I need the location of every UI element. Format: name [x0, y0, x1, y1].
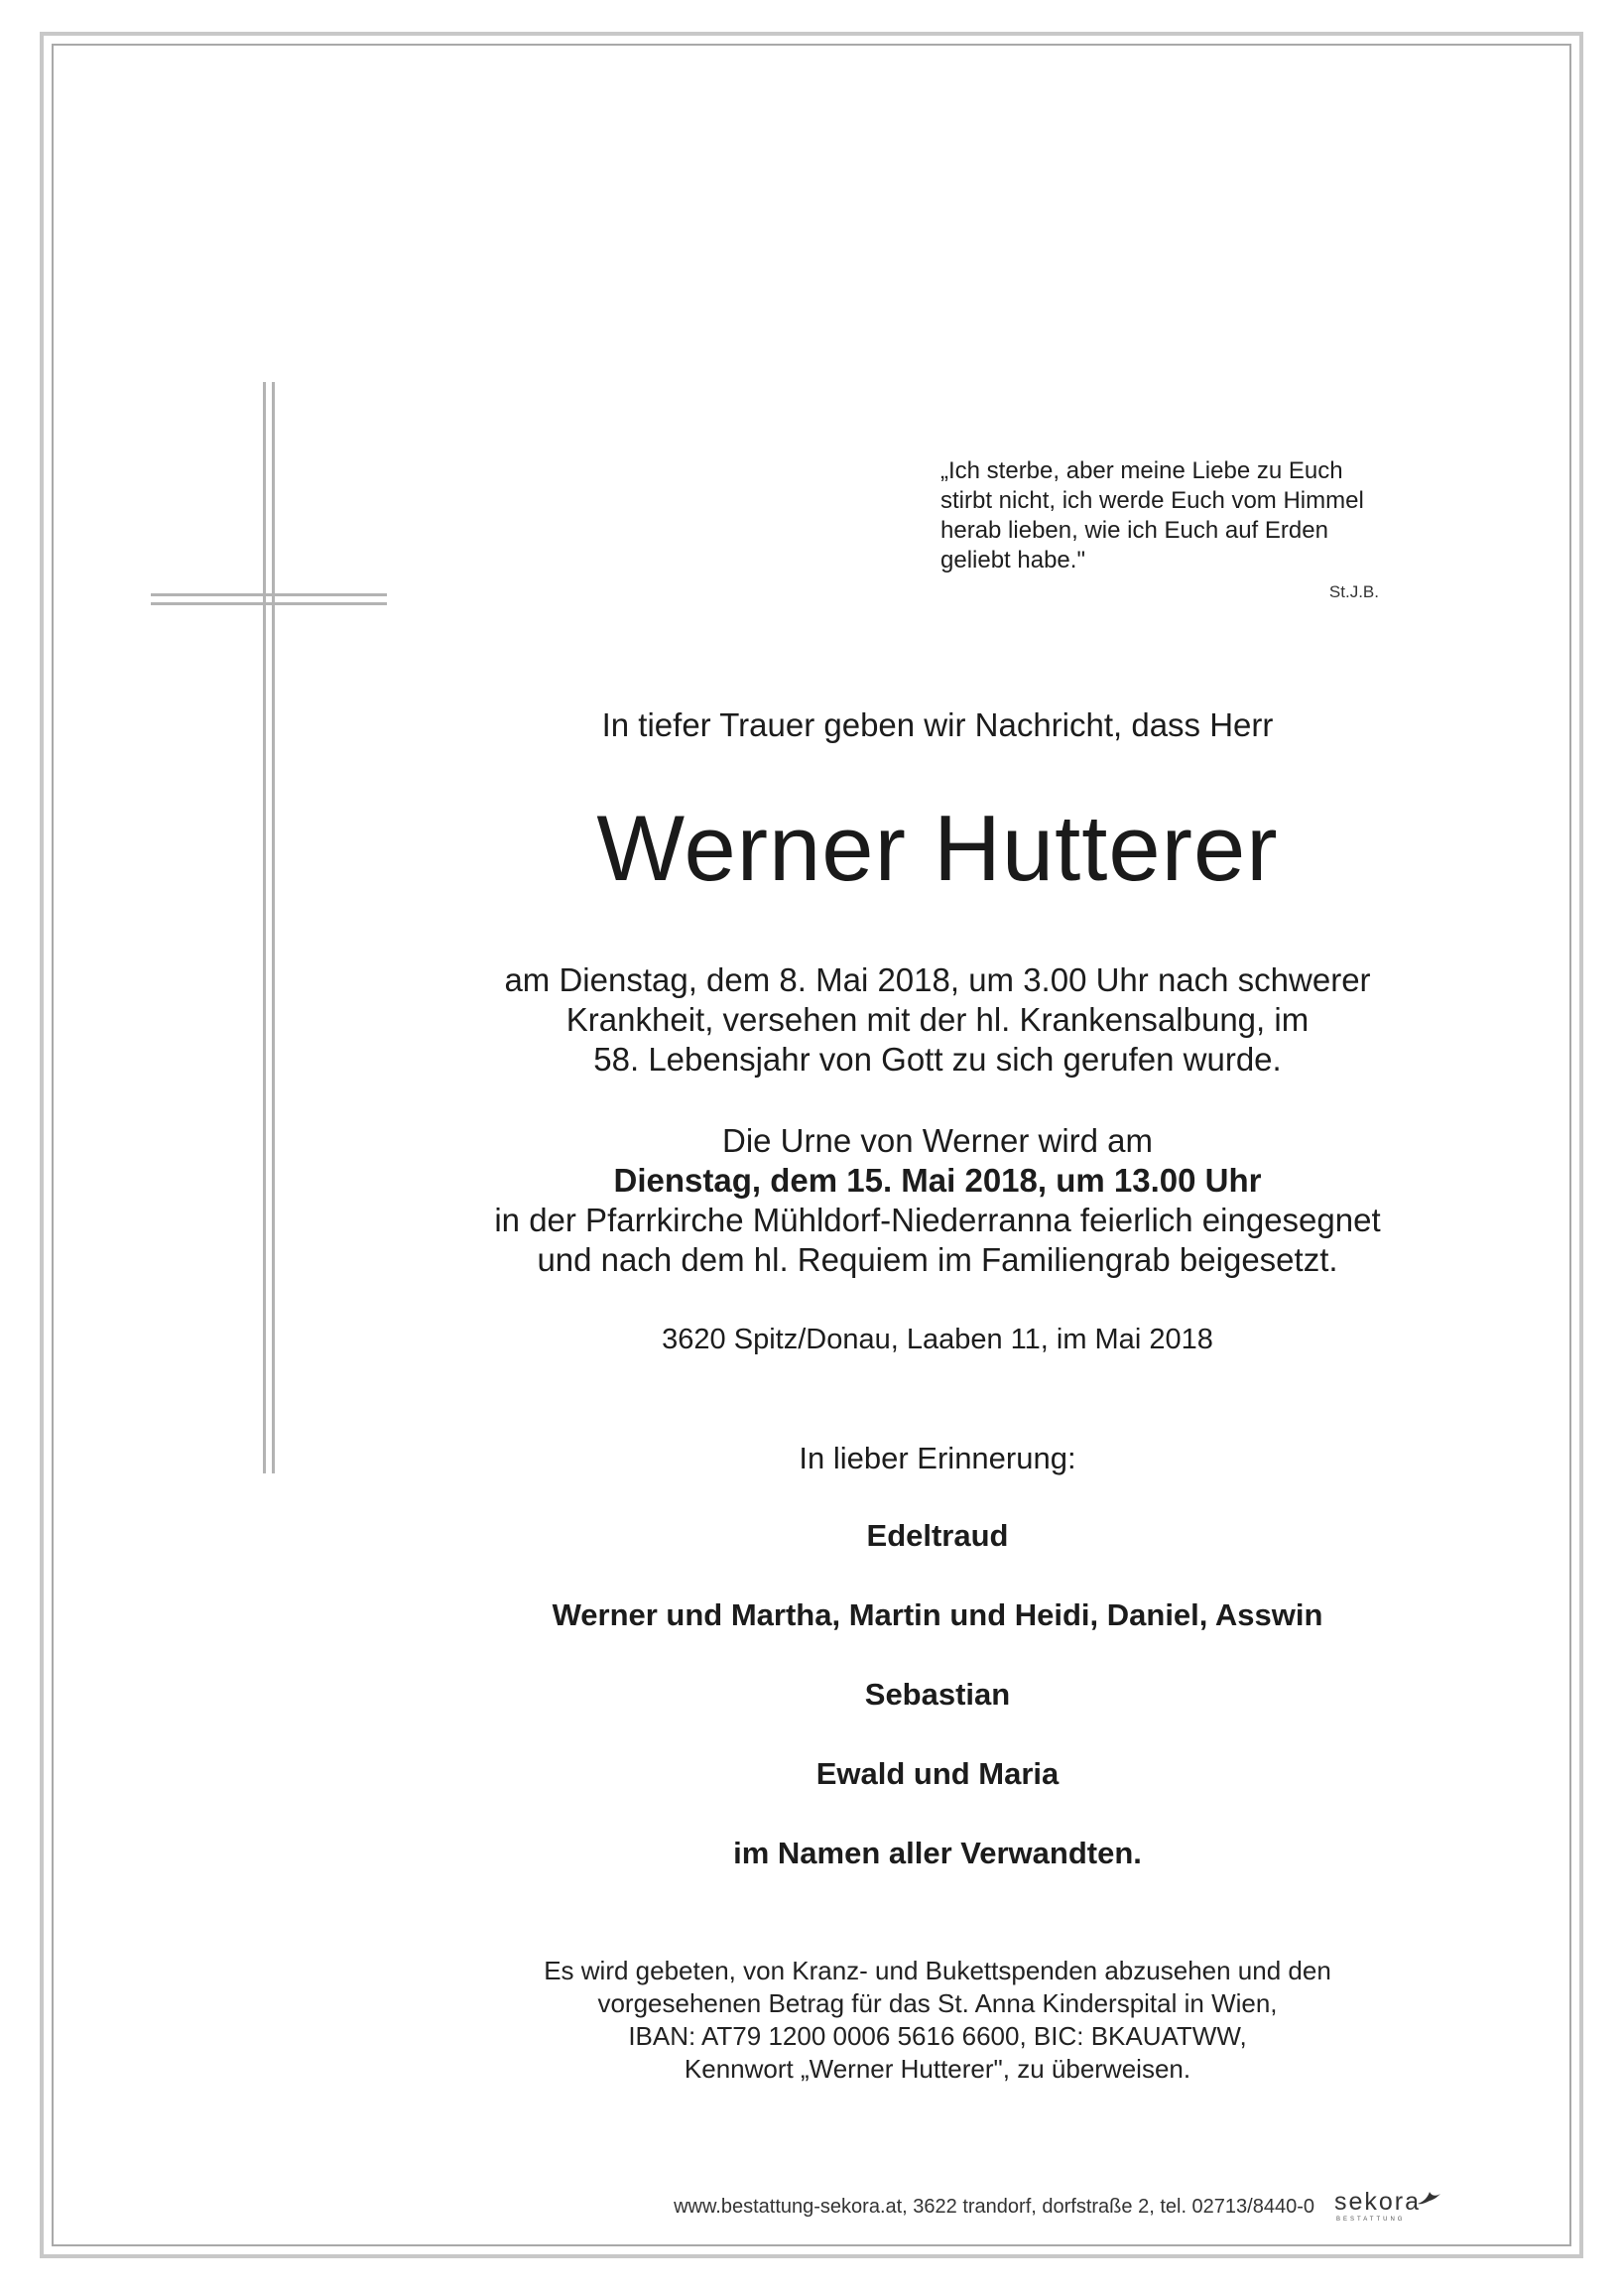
donation-line: Es wird gebeten, von Kranz- und Bukettspenden abzusehen und den: [544, 1956, 1331, 1985]
footer-contact: www.bestattung-sekora.at, 3622 trandorf, dorfstraße 2, tel. 02713/8440-0: [674, 2196, 1314, 2218]
funeral-date: Dienstag, dem 15. Mai 2018, um 13.00 Uhr: [613, 1162, 1262, 1199]
donation-request: [417, 1955, 1458, 2086]
quote-line: herab lieben, wie ich Euch auf Erden: [940, 517, 1328, 544]
cross-horizontal-bar: [151, 593, 387, 605]
logo-wordmark: sekora: [1334, 2188, 1422, 2216]
cross-vertical-bar: [263, 382, 275, 1473]
deceased-name: Werner Hutterer: [596, 796, 1279, 900]
family-entry: Ewald und Maria: [815, 1756, 1060, 1791]
death-details: [417, 960, 1458, 1080]
death-line: 58. Lebensjahr von Gott zu sich gerufen wurde.: [593, 1041, 1282, 1078]
donation-line: Kennwort „Werner Hutterer", zu überweisen.: [684, 2054, 1191, 2084]
donation-line: IBAN: AT79 1200 0006 5616 6600, BIC: BKAUATWW,: [628, 2021, 1247, 2051]
funeral-details: [417, 1121, 1458, 1280]
death-line: am Dienstag, dem 8. Mai 2018, um 3.00 Uhr nach schwerer: [504, 961, 1371, 998]
quote-line: stirbt nicht, ich werde Euch vom Himmel: [940, 487, 1364, 514]
quote-line: geliebt habe.": [940, 547, 1085, 573]
family-entry: Edeltraud: [866, 1518, 1009, 1553]
memory-label: In lieber Erinnerung:: [799, 1441, 1076, 1475]
quote-author: St.J.B.: [1328, 582, 1379, 601]
funeral-line: in der Pfarrkirche Mühldorf-Niederranna feierlich eingesegnet: [494, 1202, 1381, 1238]
place-date: 3620 Spitz/Donau, Laaben 11, im Mai 2018: [662, 1324, 1213, 1355]
funeral-line: Die Urne von Werner wird am: [721, 1122, 1154, 1159]
donation-line: vorgesehenen Betrag für das St. Anna Kinderspital in Wien,: [597, 1988, 1278, 2018]
family-entry: Werner und Martha, Martin und Heidi, Daniel, Asswin: [552, 1597, 1323, 1632]
death-line: Krankheit, versehen mit der hl. Krankensalbung, im: [565, 1001, 1310, 1038]
family-entry: im Namen aller Verwandten.: [733, 1836, 1142, 1870]
bird-icon: [1416, 2188, 1441, 2208]
family-entry: Sebastian: [864, 1677, 1011, 1712]
quote: [940, 456, 1397, 575]
quote-line: „Ich sterbe, aber meine Liebe zu Euch: [940, 457, 1343, 484]
funeral-line: und nach dem hl. Requiem im Familiengrab beigesetzt.: [537, 1241, 1338, 1278]
notice-intro: In tiefer Trauer geben wir Nachricht, dass Herr: [601, 706, 1274, 743]
sekora-logo: [1334, 2188, 1453, 2228]
logo-subtitle: BESTATTUNG: [1336, 2217, 1406, 2223]
